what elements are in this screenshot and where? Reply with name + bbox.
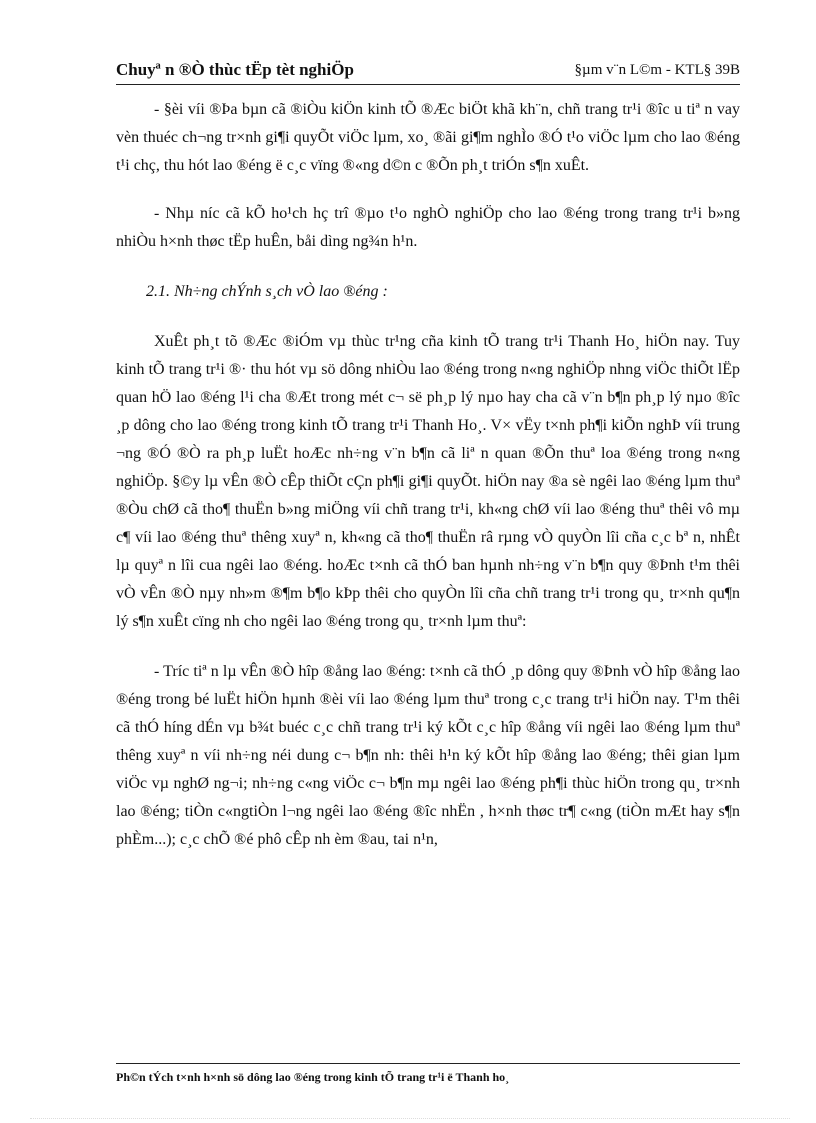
paragraph-2: - Nhµ níc cã kÕ ho¹ch hç trî ®µo t¹o nghÒ nghiÖp cho lao ®éng trong trang tr¹i b»ng nhiÒu h×nh thøc tËp huÊn, båi dìng ng¾n h¹n.: [116, 205, 740, 250]
section-heading: 2.1. Nh÷ng chÝnh s¸ch vÒ lao ®éng :: [146, 283, 388, 300]
header-title: Chuyª n ®Ò thùc tËp tèt nghiÖp: [116, 60, 354, 79]
paragraph-1: - §èi víi ®Þa bµn cã ®iÒu kiÖn kinh tÕ ®Æc biÖt khã kh¨n, chñ trang tr¹i ®îc u tiª n vay vèn thuéc ch¬ng tr×nh gi¶i quyÕt viÖc lµm, xo¸ ®ãi gi¶m nghÌo ®Ó t¹o viÖc lµm cho lao ®éng t¹i chç, thu hót lao ®éng ë c¸c vïng ®«ng d©n c ®Õn ph¸t triÓn s¶n xuÊt.: [116, 101, 740, 174]
page-edge-divider: [30, 1118, 790, 1119]
paragraph-4: - Tríc tiª n lµ vÊn ®Ò hîp ®ång lao ®éng: t×nh cã thÓ ¸p dông quy ®Þnh vÒ hîp ®ång lao ®éng trong bé luËt hiÖn hµnh ®èi víi lao ®éng lµm thuª trong c¸c trang tr¹i hiÖn nay. T¹m thêi cã thÓ híng dÉn vµ b¾t buéc c¸c chñ trang tr¹i ký kÕt c¸c hîp ®ång víi ngêi lao ®éng lµm thuª thêng xuyª n víi nh÷ng néi dung c¬ b¶n nh: thêi h¹n ký kÕt hîp ®ång lao ®éng; thêi gian lµm viÖc vµ nghØ ng¬i; nh÷ng c«ng viÖc c¬ b¶n mµ ngêi lao ®éng ph¶i thùc hiÖn trong qu¸ tr×nh lao ®éng; tiÒn c«ngtiÒn l¬ng ngêi lao ®éng ®îc nhËn , h×nh thøc tr¶ c«ng (tiÒn mÆt hay s¶n phÈm...); c¸c chÕ ®é phô cÊp nh èm ®au, tai n¹n,: [116, 663, 740, 848]
page-body: [116, 96, 740, 854]
page-header: [116, 58, 740, 84]
header-divider: [116, 84, 740, 85]
page-footer: Ph©n tÝch t×nh h×nh sö dông lao ®éng trong kinh tÕ trang tr¹i ë Thanh ho¸: [116, 1070, 510, 1084]
footer-divider: [116, 1063, 740, 1064]
header-author: §µm v¨n L©m - KTL§ 39B: [574, 62, 740, 78]
paragraph-3: XuÊt ph¸t tõ ®Æc ®iÓm vµ thùc tr¹ng cña kinh tÕ trang tr¹i Thanh Ho¸ hiÖn nay. Tuy kinh tÕ trang tr¹i ®· thu hót vµ sö dông nhiÒu lao ®éng trong n«ng nghiÖp nhng viÖc thiÕt lËp quan hÖ lao ®éng l¹i cha ®Æt trong mét c¬ së ph¸p lý nµo hay cha cã v¨n b¶n ph¸p lý nµo ®îc ¸p dông cho lao ®éng trong kinh tÕ trang tr¹i Thanh Ho¸. V× vËy t×nh ph¶i kiÕn nghÞ víi trung ¬ng ®Ó ®Ò ra ph¸p luËt hoÆc nh÷ng v¨n b¶n cã liª n quan ®Õn thuª loa ®éng trong n«ng nghiÖp. §©y lµ vÊn ®Ò cÊp thiÕt cÇn ph¶i gi¶i quyÕt. hiÖn nay ®a sè ngêi lao ®éng lµm thuª ®Òu chØ cã tho¶ thuËn b»ng miÖng víi chñ trang tr¹i, kh«ng chØ víi lao ®éng thuª thêi vô mµ c¶ víi lao ®éng thuª thêng xuyª n, kh«ng cã tho¶ thuËn râ rµng vÒ quyÒn lîi cña c¸c bª n, nhÊt lµ quyª n lîi cua ngêi lao ®éng. hoÆc t×nh cã thÓ ban hµnh nh÷ng v¨n b¶n quy ®Þnh t¹m thêi vÒ vÊn ®Ò nµy nh»m ®¶m b¶o kÞp thêi cho quyÒn lîi cña chñ trang tr¹i trong qu¸ tr×nh qu¶n lý s¶n xuÊt cïng nh cho ngêi lao ®éng trong qu¸ tr×nh lµm thuª:: [116, 333, 740, 630]
